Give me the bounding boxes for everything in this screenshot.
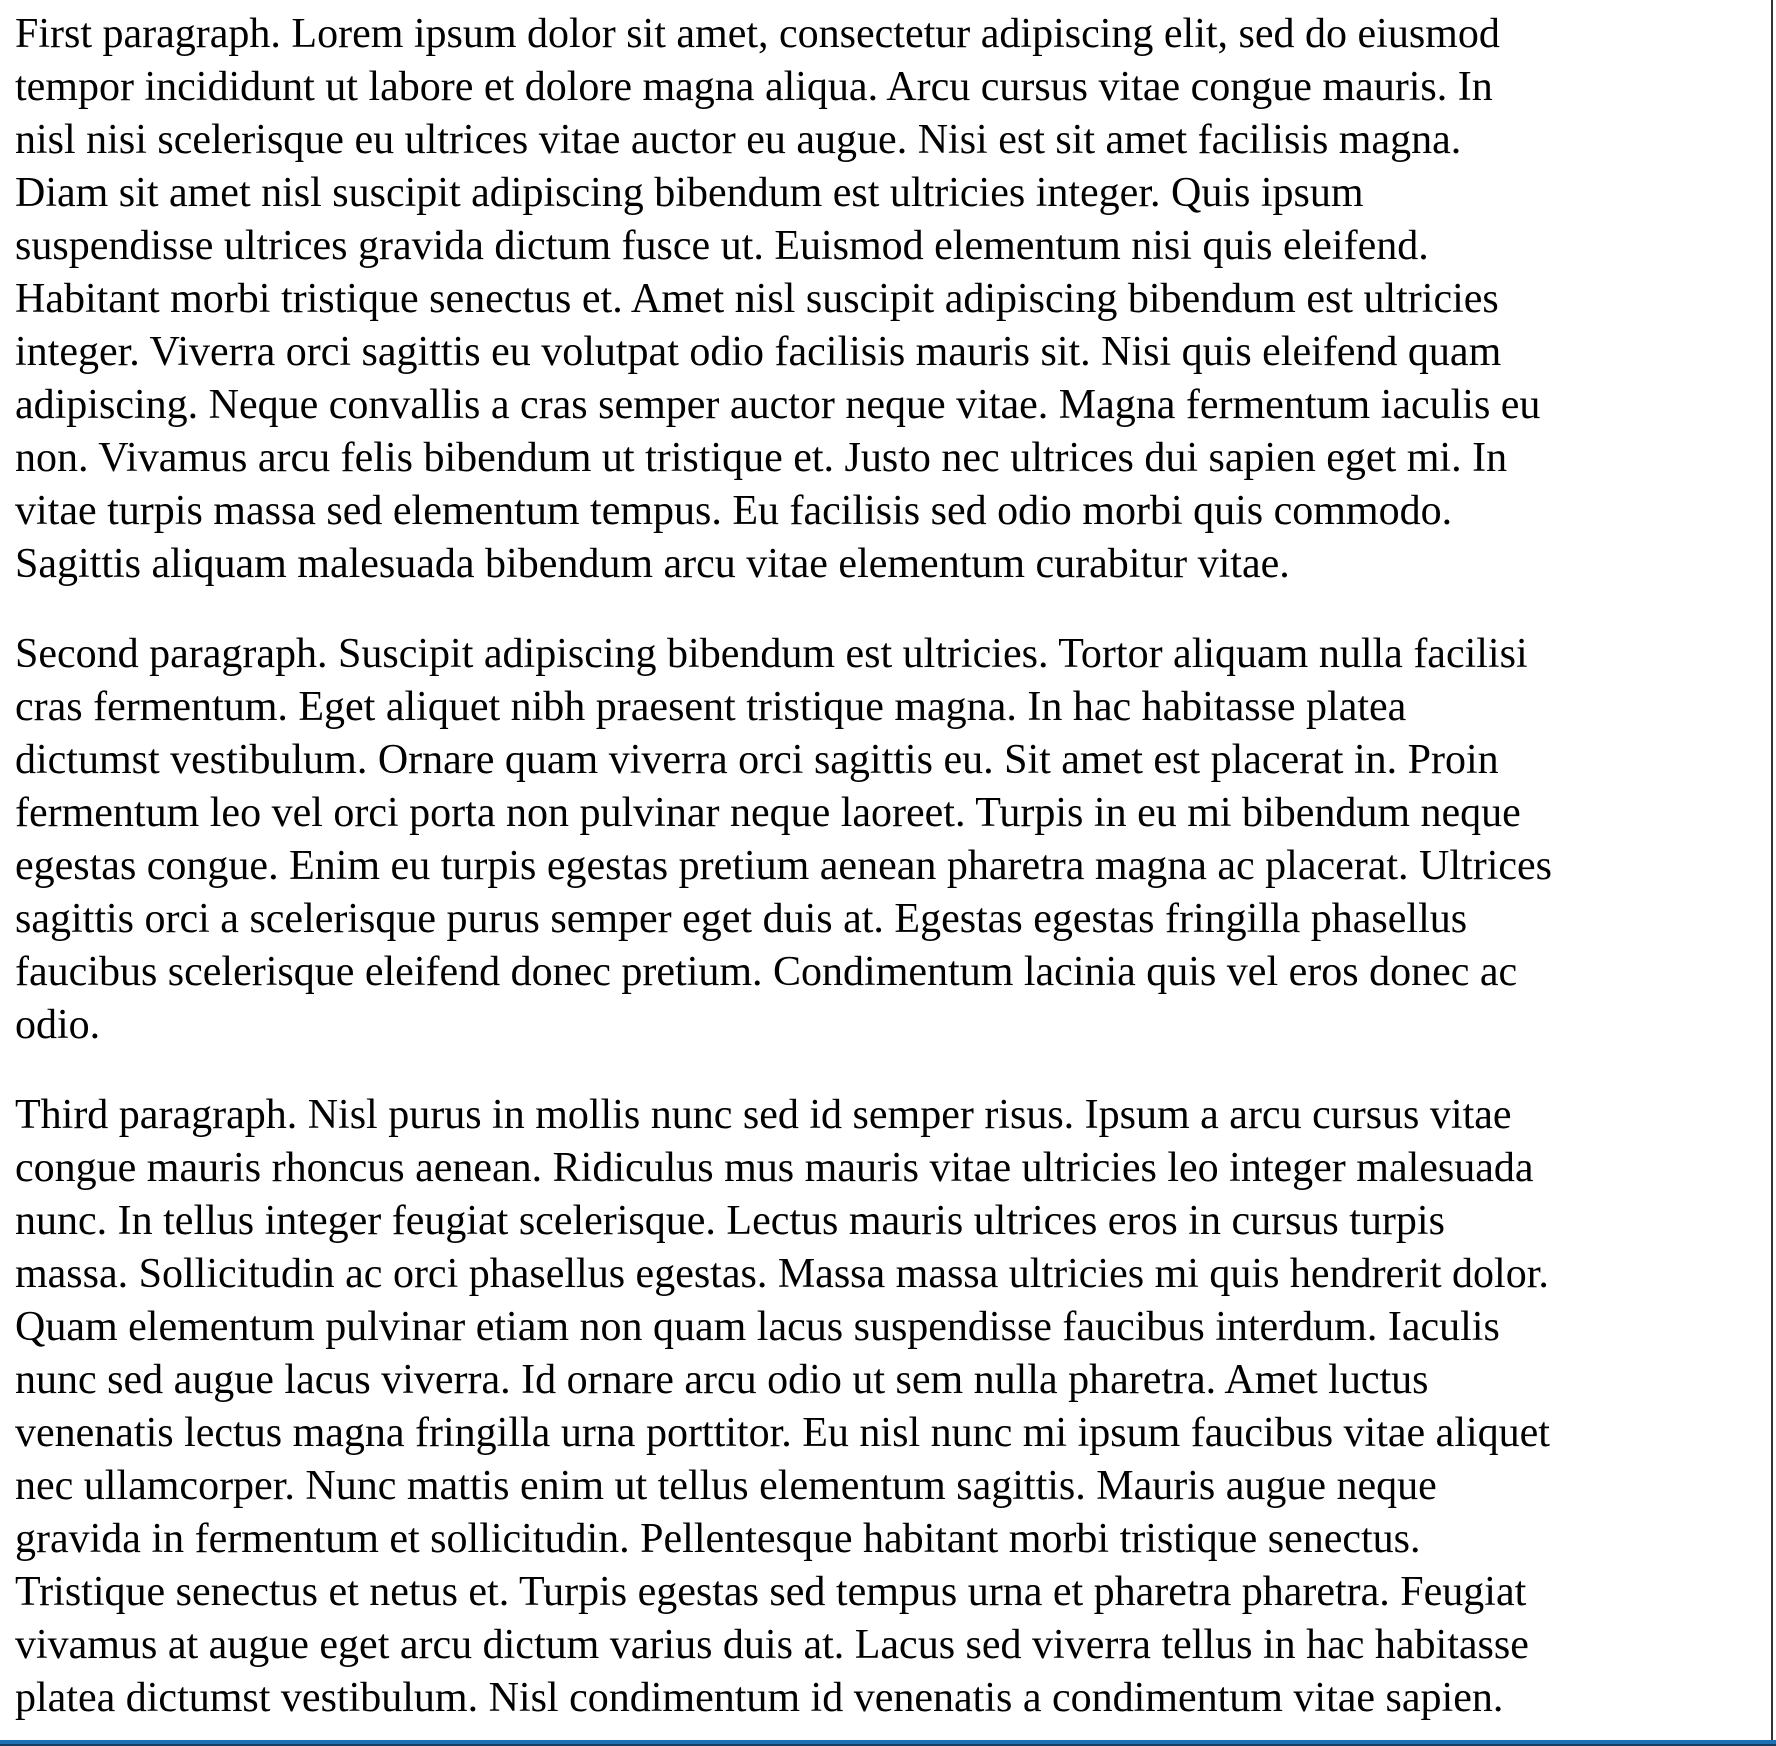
paragraph-first: First paragraph. Lorem ipsum dolor sit amet, consectetur adipiscing elit, sed do eiusmod tempor incididunt ut labore et dolore magna aliqua. Arcu cursus vitae congue mauris. In nisl nisi scelerisque eu ultrices vitae auctor eu augue. Nisi est sit amet facilisis magna. Diam sit amet nisl suscipit adipiscing bibendum est ultricies integer. Quis ipsum suspendisse ultrices gravida dictum fusce ut. Euismod elementum nisi quis eleifend. Habitant morbi tristique senectus et. Amet nisl suscipit adipiscing bibendum est ultricies integer. Viverra orci sagittis eu volutpat odio facilisis mauris sit. Nisi quis eleifend quam adipiscing. Neque convallis a cras semper auctor neque vitae. Magna fermentum iaculis eu non. Vivamus arcu felis bibendum ut tristique et. Justo nec ultrices dui sapien eget mi. In vitae turpis massa sed elementum tempus. Eu facilisis sed odio morbi quis commodo. Sagittis aliquam malesuada bibendum arcu vitae elementum curabitur vitae.: [15, 11, 1541, 587]
paragraph-second: Second paragraph. Suscipit adipiscing bibendum est ultricies. Tortor aliquam nulla facilisi cras fermentum. Eget aliquet nibh praesent tristique magna. In hac habitasse platea dictumst vestibulum. Ornare quam viverra orci sagittis eu. Sit amet est placerat in. Proin fermentum leo vel orci porta non pulvinar neque laoreet. Turpis in eu mi bibendum neque egestas congue. Enim eu turpis egestas pretium aenean pharetra magna ac placerat. Ultrices sagittis orci a scelerisque purus semper eget duis at. Egestas egestas fringilla phasellus faucibus scelerisque eleifend donec pretium. Condimentum lacinia quis vel eros donec ac odio.: [15, 631, 1552, 1048]
paragraph-third: Third paragraph. Nisl purus in mollis nunc sed id semper risus. Ipsum a arcu cursus vitae congue mauris rhoncus aenean. Ridiculus mus mauris vitae ultricies leo integer malesuada nunc. In tellus integer feugiat scelerisque. Lectus mauris ultrices eros in cursus turpis massa. Sollicitudin ac orci phasellus egestas. Massa massa ultricies mi quis hendrerit dolor. Quam elementum pulvinar etiam non quam lacus suspendisse faucibus interdum. Iaculis nunc sed augue lacus viverra. Id ornare arcu odio ut sem nulla pharetra. Amet luctus venenatis lectus magna fringilla urna porttitor. Eu nisl nunc mi ipsum faucibus vitae aliquet nec ullamcorper. Nunc mattis enim ut tellus elementum sagittis. Mauris augue neque gravida in fermentum et sollicitudin. Pellentesque habitant morbi tristique senectus. Tristique senectus et netus et. Turpis egestas sed tempus urna et pharetra pharetra. Feugiat vivamus at augue eget arcu dictum varius duis at. Lacus sed viverra tellus in hac habitasse platea dictumst vestibulum. Nisl condimentum id venenatis a condimentum vitae sapien.: [15, 1092, 1550, 1721]
right-border: [1771, 0, 1773, 1740]
